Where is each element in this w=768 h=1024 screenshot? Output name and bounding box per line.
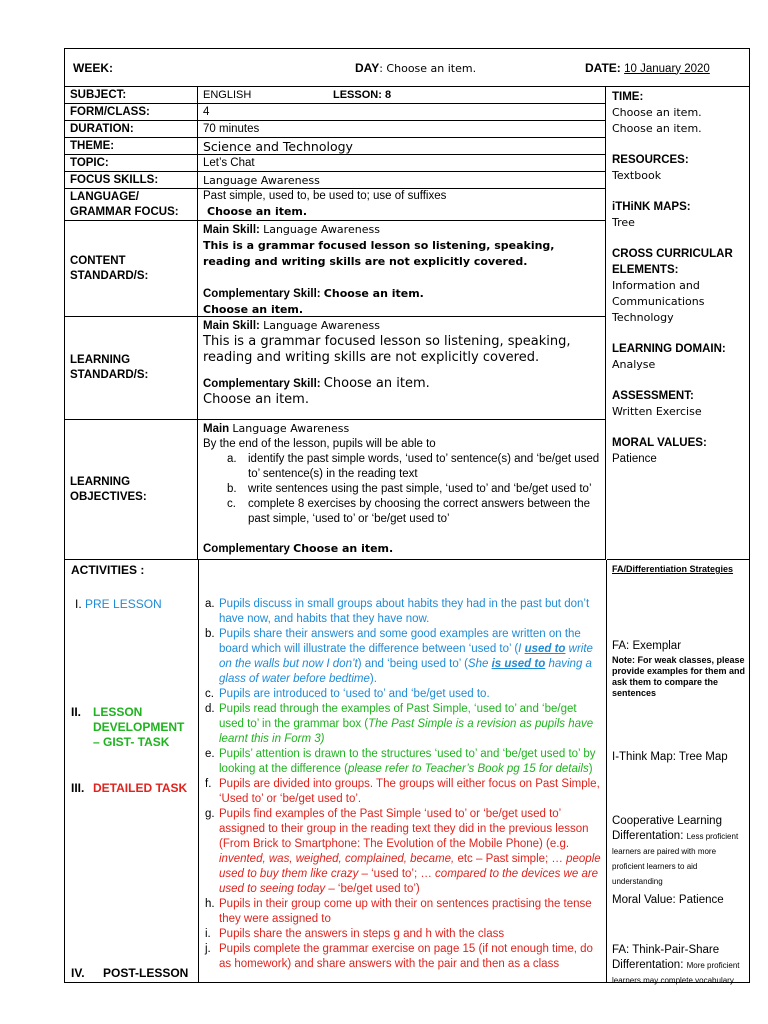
objective-text: complete 8 exercises by choosing the correct answers between the past simple, ‘used to’ or ‘be/get used to’	[248, 498, 590, 525]
day-value[interactable]: : Choose an item.	[379, 61, 477, 75]
fa-moral: Moral Value: Patience	[612, 894, 724, 906]
step-b-text-1: Pupils share their answers and some good examples are written on the board which will illustrate the difference between ‘used to’ (	[219, 628, 581, 655]
activities-section	[65, 560, 749, 985]
header-row	[65, 49, 749, 87]
step-d-ital: The Past Simple is a revision as pupils have learnt this in Form 3)	[219, 718, 594, 745]
fa-note: Note: For weak classes, please provide examples for them and ask them to compare the sentences	[612, 655, 746, 698]
objective-item	[203, 452, 600, 482]
step-g-ital-1: invented, was, weighed, complained, became,	[219, 853, 455, 865]
week-label: WEEK:	[73, 60, 113, 75]
step-b-ital-3: She	[467, 658, 492, 670]
step-b-ital-4: having a glass of water before bedtime	[219, 658, 592, 685]
subject-label: SUBJECT:	[65, 87, 198, 104]
content-label-line1: CONTENT	[70, 254, 126, 267]
focus-label: FOCUS SKILLS:	[65, 172, 198, 189]
step-g-text-3: – ‘used to’; …	[358, 868, 432, 880]
time-value-2[interactable]: Choose an item.	[612, 122, 702, 135]
info-right	[607, 87, 749, 560]
stage-lesson-development	[71, 705, 191, 750]
grammar-value[interactable]: Past simple, used to, be used to; use of suffixes	[203, 190, 447, 202]
step-b-ital-2: write on the walls but now I don’t	[219, 643, 593, 670]
moral-label: MORAL VALUES:	[612, 437, 707, 449]
step-e-text-1: Pupils’ attention is drawn to the structures ‘used to’ and ‘be/get used to’ by looking at the difference (	[219, 748, 596, 775]
lesson-plan	[64, 48, 750, 983]
fa-header: FA/Differentiation Strategies	[612, 564, 734, 574]
step-b-text-3: ).	[369, 673, 377, 685]
learning-standard-label	[65, 317, 198, 420]
form-label: FORM/CLASS:	[65, 104, 198, 121]
theme-label: THEME:	[65, 138, 198, 155]
step-d: d. Pupils read through the examples of Past Simple, ‘used to’ and ‘be/get used to’ in the grammar box (The Past Simple is a revision as pupils have learnt this in Form 3)	[205, 703, 594, 745]
assessment-label: ASSESSMENT:	[612, 390, 694, 402]
step-c-text: Pupils are introduced to ‘used to’ and ‘be/get used to.	[219, 688, 490, 700]
domain-value[interactable]: Analyse	[612, 358, 656, 371]
step-h-text: Pupils in their group come up with their on sentences practising the tense they were assigned to	[219, 898, 592, 925]
activities-label: ACTIVITIES :	[71, 563, 145, 577]
focus-value[interactable]: Language Awareness	[198, 172, 606, 189]
stage-name: POST-LESSON	[103, 966, 189, 980]
fa-tps	[612, 943, 747, 988]
fa-coop	[612, 814, 747, 889]
grammar-cell	[198, 189, 606, 221]
obj-comp-value[interactable]: Choose an item.	[293, 542, 394, 555]
day-field	[355, 61, 585, 75]
step-i: i. Pupils share the answers in steps g and h with the class	[205, 928, 505, 940]
stage-number: III.	[71, 781, 85, 795]
content-standard-label	[65, 221, 198, 317]
info-section	[65, 87, 749, 560]
lesson-number: LESSON: 8	[333, 89, 392, 101]
step-j-text: Pupils complete the grammar exercise on page 15 (if not enough time, do as homework) and share answers with the pair and then as a class	[219, 943, 593, 970]
duration-label: DURATION:	[65, 121, 198, 138]
stage-post-lesson	[71, 966, 188, 980]
step-h: h. Pupils in their group come up with their on sentences practising the tense they were assigned to	[205, 898, 592, 925]
learning-standard-cell	[198, 317, 606, 420]
obj-comp-label: Complementary	[203, 543, 290, 555]
content-main-value[interactable]: Language Awareness	[263, 223, 380, 236]
date-field	[585, 61, 749, 75]
ls-main-value[interactable]: Language Awareness	[263, 319, 380, 332]
topic-value[interactable]: Let’s Chat	[198, 155, 606, 172]
subject-value[interactable]: ENGLISH	[203, 89, 252, 101]
step-j: j. Pupils complete the grammar exercise on page 15 (if not enough time, do as homework) and share answers with the pair and then as a class	[205, 943, 593, 970]
fa-coop-small: Less proficient learners are paired with more proficient learners to aid understanding	[612, 832, 739, 886]
ls-label-line1: LEARNING	[70, 354, 131, 366]
grammar-row	[65, 189, 607, 221]
fa-diff-small: More proficient learners may complete vocabulary	[612, 961, 740, 985]
ithink-value[interactable]: Tree	[612, 216, 635, 229]
obj-label-line2: OBJECTIVES:	[70, 490, 147, 503]
ithink-label: iTHiNK MAPS:	[612, 201, 691, 213]
step-g-text-2: etc – Past simple; …	[454, 853, 563, 865]
ls-comp-value[interactable]: Choose an item.	[323, 376, 430, 391]
stage-name: LESSON DEVELOPMENT – GIST- TASK	[93, 705, 185, 749]
date-value[interactable]: 10 January 2020	[624, 62, 710, 75]
stage-pre-lesson	[71, 597, 162, 611]
fa-exemplar: FA: Exemplar	[612, 640, 682, 652]
step-b-underline-1: used to	[524, 643, 566, 655]
theme-row	[65, 138, 607, 155]
resources-label: RESOURCES:	[612, 154, 689, 166]
content-comp-value[interactable]: Choose an item.	[323, 287, 424, 300]
content-comp-value2[interactable]: Choose an item.	[203, 303, 304, 316]
cross-value-2[interactable]: Communications	[612, 295, 705, 308]
fa-coop-line2: Differentation:	[612, 830, 684, 842]
step-e-text-2: )	[588, 763, 593, 775]
topic-row	[65, 155, 607, 172]
stage-number: IV.	[71, 966, 85, 980]
activity-steps-list	[203, 597, 602, 972]
step-g-text-4: – ‘be/get used to’)	[325, 883, 420, 895]
form-value[interactable]: 4	[198, 104, 606, 121]
resources-value[interactable]: Textbook	[612, 169, 662, 182]
objective-letter: c.	[227, 498, 236, 510]
step-g: g. Pupils find examples of the Past Simple ‘used to’ or ‘be/get used to’ assigned to their group in the reading text they did in the previous lesson (From Brick to Smartphone: The Evolution of the Mobile Phone) (e.g. invented, was, weighed, complained, became, etc – Past simple; … people used to buy them like crazy – ‘used to’; … compared to the devices we are used to seeing today – ‘be/get used to’)	[205, 808, 601, 895]
obj-label-line1: LEARNING	[70, 475, 131, 488]
subject-row	[65, 87, 607, 104]
stage-number: I.	[75, 597, 82, 611]
stage-name: DETAILED TASK	[93, 781, 188, 795]
step-a-text: Pupils discuss in small groups about habits they had in the past but don’t have now, and habits that they have now.	[219, 598, 590, 625]
objectives-label	[65, 420, 198, 560]
step-g-ital-3: compared to the devices we are used to seeing today	[219, 868, 599, 895]
obj-main-label: Main	[203, 423, 230, 435]
objective-text: identify the past simple words, ‘used to’ sentence(s) and ‘be/get used to’ sentence(s) in the reading text	[248, 453, 600, 480]
content-comp-label: Complementary Skill:	[203, 288, 321, 300]
grammar-label	[65, 189, 198, 221]
focus-row	[65, 172, 607, 189]
objective-text: write sentences using the past simple, ‘used to’ and ‘be/get used to’	[248, 483, 592, 495]
objectives-row	[65, 420, 607, 560]
step-b-underline-2: is used to	[491, 658, 546, 670]
step-e-ital: please refer to Teacher’s Book pg 15 for details	[347, 763, 589, 775]
step-g-ital-2: people used to buy them like crazy	[219, 853, 601, 880]
stage-detailed-task	[71, 781, 187, 795]
step-f-text: Pupils are divided into groups. The groups will either focus on Past Simple, ‘Used to’ or ‘be/get used to’.	[219, 778, 600, 805]
content-standard-cell	[198, 221, 606, 317]
fa-tps-line: FA: Think-Pair-Share	[612, 944, 720, 956]
fa-ithink: I-Think Map: Tree Map	[612, 751, 728, 763]
ls-label-line2: STANDARD/S:	[70, 369, 149, 381]
step-c: c. Pupils are introduced to ‘used to’ and ‘be/get used to.	[205, 688, 490, 700]
cross-value-3[interactable]: Technology	[612, 311, 674, 324]
moral-value[interactable]: Patience	[612, 453, 657, 465]
topic-label: TOPIC:	[65, 155, 198, 172]
duration-value[interactable]: 70 minutes	[198, 121, 606, 138]
theme-value[interactable]: Science and Technology	[198, 138, 606, 155]
ls-comp-value2[interactable]: Choose an item.	[203, 392, 309, 407]
step-i-text: Pupils share the answers in steps g and h with the class	[219, 928, 505, 940]
step-b-ital-1: I	[518, 643, 525, 655]
time-label: TIME:	[612, 91, 644, 103]
stage-number: II.	[71, 705, 82, 719]
obj-main-value[interactable]: Language Awareness	[232, 422, 350, 435]
step-e: e. Pupils’ attention is drawn to the structures ‘used to’ and ‘be/get used to’ by looking at the difference (please refer to Teacher’s Book pg 15 for details)	[205, 748, 596, 775]
content-standard-row	[65, 221, 607, 317]
step-d-text: Pupils read through the examples of Past Simple, ‘used to’ and ‘be/get used to’ in the grammar box (	[219, 703, 577, 730]
grammar-choose[interactable]: Choose an item.	[207, 205, 308, 218]
cross-label-2: ELEMENTS:	[612, 264, 679, 276]
stage-name: PRE LESSON	[85, 597, 162, 611]
ls-text: This is a grammar focused lesson so listening, speaking, reading and writing skills are not explicitly covered.	[203, 334, 571, 365]
date-label: DATE:	[585, 60, 621, 75]
content-main-label: Main Skill:	[203, 224, 260, 236]
day-label: DAY	[355, 60, 380, 75]
subject-cell	[198, 87, 606, 104]
activities-steps	[199, 560, 607, 982]
obj-intro: By the end of the lesson, pupils will be able to	[203, 438, 436, 450]
step-b-text-2: ) and ‘being used to’ (	[357, 658, 468, 670]
step-b: b. Pupils share their answers and some good examples are written on the board which will illustrate the difference between ‘used to’ (I used to write on the walls but now I don’t) and ‘being used to’ (She is used to having a glass of water before bedtime).	[205, 628, 593, 685]
fa-coop-line1: Cooperative Learning	[612, 815, 722, 827]
grammar-label-line1: LANGUAGE/	[70, 191, 139, 203]
ls-comp-label: Complementary Skill:	[203, 378, 321, 390]
step-g-text-1: Pupils find examples of the Past Simple ‘used to’ or ‘be/get used to’ assigned to their group in the reading text they did in the previous lesson (From Brick to Smartphone: The Evolution of the Mobile Phone) (e.g.	[219, 808, 589, 850]
duration-row	[65, 121, 607, 138]
assessment-value[interactable]: Written Exercise	[612, 405, 702, 418]
ls-main-label: Main Skill:	[203, 320, 260, 332]
objective-item	[203, 497, 600, 527]
cross-value-1[interactable]: Information and	[612, 279, 700, 292]
fa-diff-label: Differentation:	[612, 959, 684, 971]
cross-label-1: CROSS CURRICULAR	[612, 248, 733, 260]
content-label-line2: STANDARD/S:	[70, 269, 149, 282]
content-text: This is a grammar focused lesson so listening, speaking, reading and writing skills are not explicitly covered.	[203, 239, 555, 268]
fa-strategies	[607, 560, 749, 985]
objective-item	[203, 482, 600, 497]
objectives-cell	[198, 420, 606, 560]
step-f: f. Pupils are divided into groups. The groups will either focus on Past Simple, ‘Used to’ or ‘be/get used to’.	[205, 778, 600, 805]
info-left	[65, 87, 607, 560]
objective-letter: b.	[227, 483, 237, 495]
form-row	[65, 104, 607, 121]
time-value-1[interactable]: Choose an item.	[612, 106, 702, 119]
activities-stages	[65, 560, 199, 982]
objective-letter: a.	[227, 453, 237, 465]
domain-label: LEARNING DOMAIN:	[612, 343, 726, 355]
learning-standard-row	[65, 317, 607, 420]
step-a: a. Pupils discuss in small groups about habits they had in the past but don’t have now, and habits that they have now.	[205, 598, 590, 625]
objectives-list	[203, 452, 600, 527]
grammar-label-line2: GRAMMAR FOCUS:	[70, 206, 179, 218]
